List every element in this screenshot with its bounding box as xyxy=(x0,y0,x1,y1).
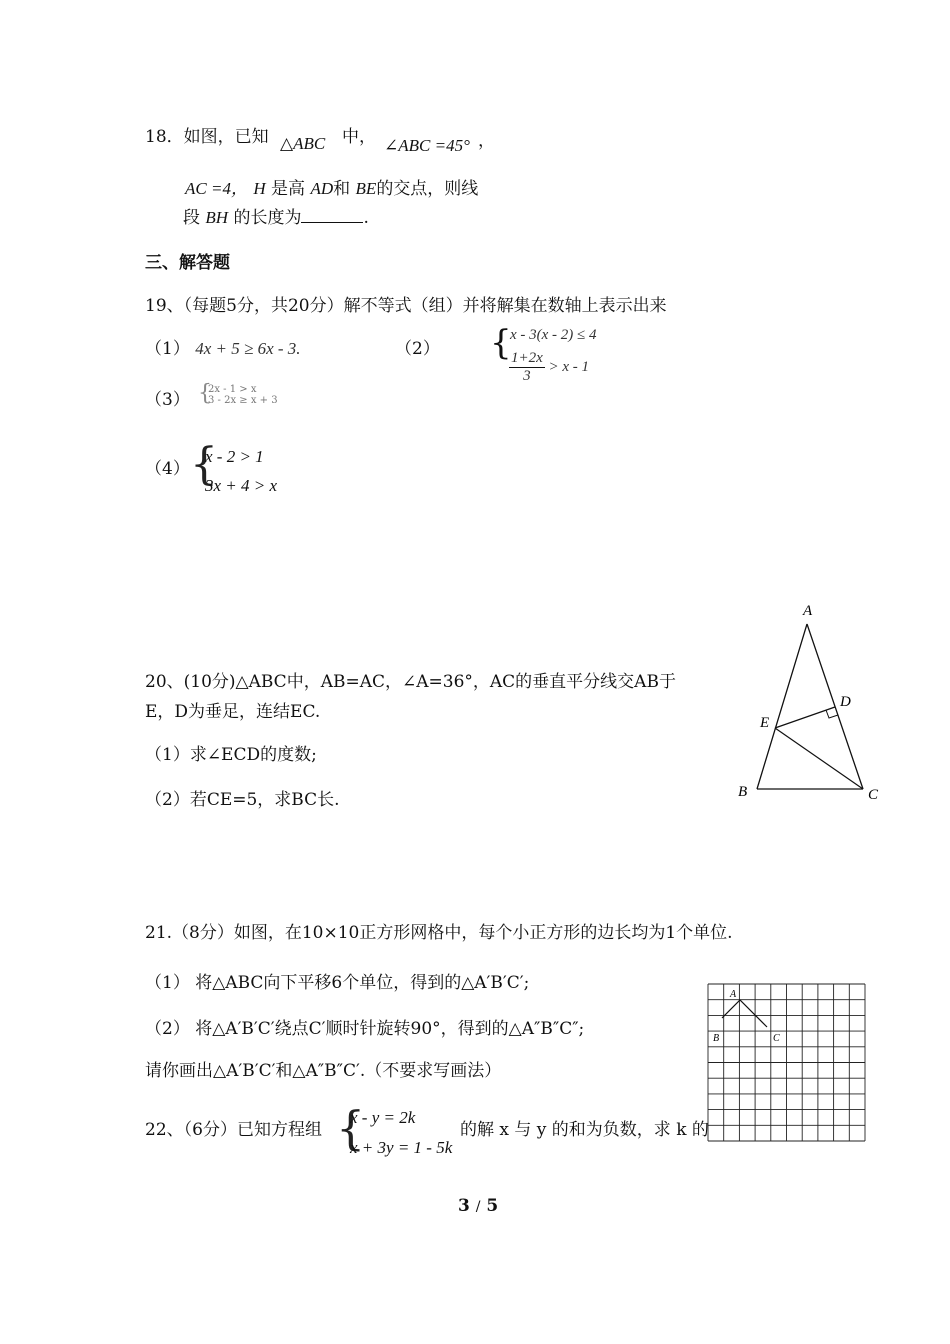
q19-part3-line1: 2x - 1 > x xyxy=(208,384,257,395)
q18-line3: 段 BH 的长度为 . xyxy=(183,208,369,228)
q20-part2: （2）若CE=5，求BC长. xyxy=(145,790,340,810)
page-number: 3 / 5 xyxy=(458,1196,499,1216)
side-ac xyxy=(807,624,863,789)
q19-part2-line2: $\frac{1+2x}{3}$ > x - 1 xyxy=(511,350,590,384)
section-heading: 三、解答题 xyxy=(145,253,230,273)
q19-part3-brace: { xyxy=(198,381,212,406)
q19-part4-line1: x - 2 > 1 xyxy=(205,447,264,466)
q19-part3-label: （3） xyxy=(145,390,190,410)
q18-line1: 18．如图，已知 xyxy=(145,127,269,147)
label-e: E xyxy=(760,715,770,731)
q20-part1: （1）求∠ECD的度数; xyxy=(145,745,317,765)
q18-text2: 中， xyxy=(342,127,376,147)
q20-line2: E，D为垂足，连结EC. xyxy=(145,702,321,722)
q19-part4-label: （4） xyxy=(145,459,190,479)
label-a: A xyxy=(803,603,813,619)
q22-head: 22、（6分）已知方程组 xyxy=(145,1120,322,1140)
q18-line2: AC =4， H 是高 AD和 BE的交点，则线 xyxy=(185,179,479,199)
q19-part4-line2: 3x + 4 > x xyxy=(205,476,278,495)
q19-part3-lines xyxy=(208,384,278,406)
grid-lines xyxy=(708,984,865,1141)
q18-answer-blank[interactable] xyxy=(301,206,363,223)
q20-line1: 20、(10分)△ABC中，AB=AC，∠A=36°，AC的垂直平分线交AB于 xyxy=(145,672,676,692)
q19-part2-label: （2） xyxy=(395,339,440,359)
q18-angle: ∠ABC =45° xyxy=(384,136,470,155)
q19-part2-brace: { xyxy=(490,323,512,363)
q19-part2-fraction: $\frac{1+2x}{3}$ xyxy=(511,350,543,384)
q19-part2-line1: x - 3(x - 2) ≤ 4 xyxy=(510,327,597,343)
label-c: C xyxy=(773,1033,780,1044)
q22-tail: 的解 x 与 y 的和为负数，求 k 的 xyxy=(460,1120,709,1140)
q18-comma: ， xyxy=(478,131,495,151)
q21-line1: 21.（8分）如图，在10×10正方形网格中，每个小正方形的边长均为1个单位. xyxy=(145,923,733,943)
q21-part1: （1） 将△ABC向下平移6个单位，得到的△A′B′C′; xyxy=(145,973,530,993)
q18-triangle: △ABC xyxy=(280,134,326,153)
q19-part3-line2: 3 - 2x ≥ x + 3 xyxy=(208,395,278,406)
label-a: A xyxy=(730,989,737,1000)
q22-brace: { xyxy=(336,1101,366,1155)
q19-heading: 19、（每题5分，共20分）解不等式（组）并将解集在数轴上表示出来 xyxy=(145,296,667,316)
triangle-abc xyxy=(722,1000,767,1027)
q21-part2: （2） 将△A′B′C′绕点C′顺时针旋转90°，得到的△A″B″C″; xyxy=(145,1019,585,1039)
label-b: B xyxy=(713,1033,720,1044)
q22-eq1: x - y = 2k xyxy=(350,1108,416,1127)
q20-triangle-figure xyxy=(730,595,890,810)
side-ab xyxy=(757,624,807,789)
q19-part4-brace: { xyxy=(190,439,218,490)
label-b: B xyxy=(738,784,748,800)
q21-part3: 请你画出△A′B′C′和△A″B″C′.（不要求写画法） xyxy=(145,1061,502,1081)
label-d: D xyxy=(840,694,851,710)
label-c: C xyxy=(868,787,879,803)
q21-grid-figure[interactable] xyxy=(707,983,867,1143)
q22-eq2: x + 3y = 1 - 5k xyxy=(350,1138,453,1157)
q19-part1: （1） 4x + 5 ≥ 6x - 3. xyxy=(145,339,301,359)
segment-ec xyxy=(775,728,863,789)
